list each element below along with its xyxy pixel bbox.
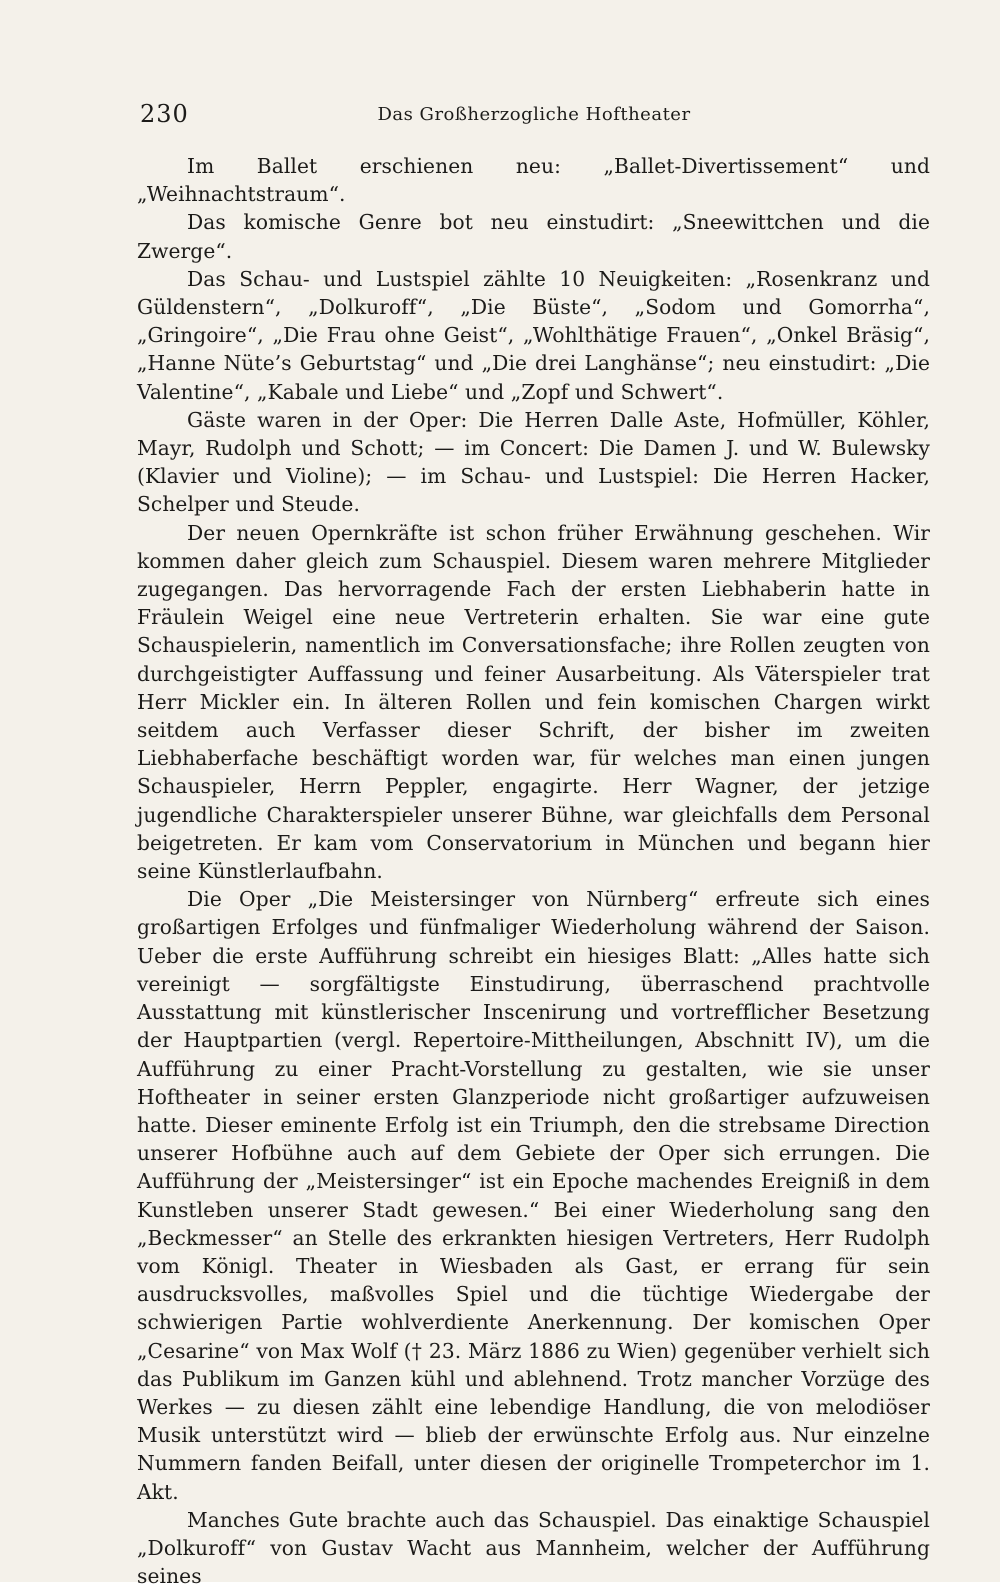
paragraph-comic-genre: Das komische Genre bot neu einstudirt: „Sneewittchen und die Zwerge“. (137, 210, 930, 263)
paragraph-meistersinger: Die Oper „Die Meistersinger von Nürnberg“ erfreute sich eines großartigen Erfolges und fünfmaliger Wiederholung während der Saison. Ueber die erste Aufführung schreibt ein hiesiges Blatt: „Alles hatte sich vereinigt — sorgfältigste Einstudirung, überraschend prachtvolle Ausstattung mit künstlerischer Inscenirung und vortrefflicher Besetzung der Hauptpartien (vergl. Repertoire-Mittheilungen, Abschnitt IV), um die Aufführung zu einer Pracht-Vorstellung zu gestalten, wie sie unser Hoftheater in seiner ersten Glanzperiode nicht großartiger aufzuweisen hatte. Dieser eminente Erfolg ist ein Triumph, den die strebsame Direction unserer Hofbühne auch auf dem Gebiete der Oper sich errungen. Die Aufführung der „Meistersinger“ ist ein Epoche machendes Ereigniß in dem Kunstleben unserer Stadt gewesen.“ Bei einer Wiederholung sang den „Beckmesser“ an Stelle des erkrankten hiesigen Vertreters, Herr Rudolph vom Königl. Theater in Wiesbaden als Gast, er errang für sein ausdrucksvolles, maßvolles Spiel und die tüchtige Wiedergabe der schwierigen Partie wohlverdiente Anerkennung. Der komischen Oper „Cesarine“ von Max Wolf († 23. März 1886 zu Wien) gegenüber verhielt sich das Publikum im Ganzen kühl und ablehnend. Trotz mancher Vorzüge des Werkes — zu diesen zählt eine lebendige Handlung, die von melodiöser Musik unterstützt wird — blieb der erwünschte Erfolg aus. Nur einzelne Nummern fanden Beifall, unter diesen der originelle Trompeterchor im 1. Akt. (137, 887, 930, 1504)
paragraph-guests: Gäste waren in der Oper: Die Herren Dalle Aste, Hofmüller, Köhler, Mayr, Rudolph und Schott; — im Concert: Die Damen J. und W. Bulewsky (Klavier und Violine); — im Schau- und Lustspiel: Die Herren Hacker, Schelper und Steude. (137, 407, 930, 517)
paragraph-dolkuroff: Manches Gute brachte auch das Schauspiel. Das einaktige Schauspiel „Dolkuroff“ von Gustav Wacht aus Mannheim, welcher der Aufführung seines (137, 1507, 930, 1589)
paragraph-play-novelties: Das Schau- und Lustspiel zählte 10 Neuigkeiten: „Rosenkranz und Güldenstern“, „Dolkuroff“, „Die Büste“, „Sodom und Gomorrha“, „Gringoire“, „Die Frau ohne Geist“, „Wohlthätige Frauen“, „Onkel Bräsig“, „Hanne Nüte’s Geburtstag“ und „Die drei Langhänse“; neu einstudirt: „Die Valentine“, „Kabale und Liebe“ und „Zopf und Schwert“. (137, 266, 930, 404)
page-header (140, 100, 928, 136)
body-text (137, 152, 930, 1589)
running-title: Das Großherzogliche Hoftheater (377, 104, 691, 125)
paragraph-ballet: Im Ballet erschienen neu: „Ballet-Divertissement“ und „Weihnachtstraum“. (137, 154, 930, 207)
paragraph-new-ensemble: Der neuen Opernkräfte ist schon früher Erwähnung geschehen. Wir kommen daher gleich zum Schauspiel. Diesem waren mehrere Mitglieder zugegangen. Das hervorragende Fach der ersten Liebhaberin hatte in Fräulein Weigel eine neue Vertreterin erhalten. Sie war eine gute Schauspielerin, namentlich im Conversationsfache; ihre Rollen zeugten von durchgeistigter Auffassung und feiner Ausarbeitung. Als Väterspieler trat Herr Mickler ein. In älteren Rollen und fein komischen Chargen wirkt seitdem auch Verfasser dieser Schrift, der bisher im zweiten Liebhaberfache beschäftigt worden war, für welches man einen jungen Schauspieler, Herrn Peppler, engagirte. Herr Wagner, der jetzige jugendliche Charakterspieler unserer Bühne, war gleichfalls dem Personal beigetreten. Er kam vom Conservatorium in München und begann hier seine Künstlerlaufbahn. (137, 520, 930, 884)
page-number: 230 (140, 100, 189, 128)
